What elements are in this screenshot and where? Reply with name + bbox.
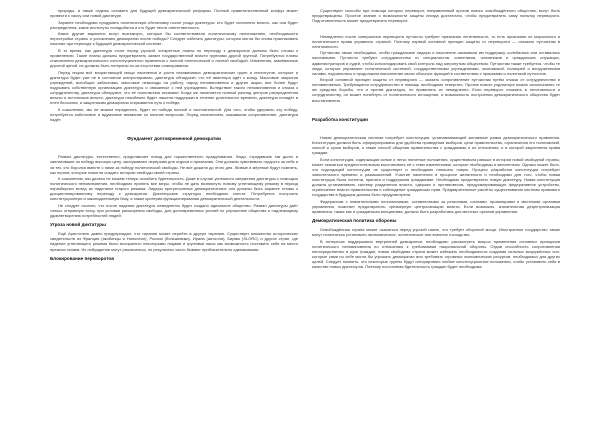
paragraph: Федерализм с значительными полномочиями, оставленными за регионами, штатами, провинциями и местными органами управления, помогает предотвратить чрезмерную централизацию власти. Если возможно, значительная децентрализация правления, также как и гражданская инициатива, должна быть разработана для местных органов управления.: [312, 198, 560, 215]
paragraph: Немедленно после совершения переворота путчисты требуют признания легитимности, то есть признания их морального и политического права управлять страной. Поэтому первый основной принцип защиты от переворота — отказать путчистам в легитимности.: [312, 33, 560, 49]
paragraph: Путчистам также необходимо, чтобы гражданские лидеры и население оказывали им поддержку, колебались или оставались пассивными. Путчисты требуют сотрудничества от специалистов, советников, чиновников и гражданских служащих, администраторов и судей, чтобы консолидировать свой контроль над затронутым обществом. Путчистам также требуется, чтобы те люди, которые управляют политической системой, государственными учреждениями, экономикой, полицией и вооружёнными силами, подчинились и продолжили выполнение своих обычных функций в соответствии с приказами и политикой путчистов.: [312, 50, 560, 76]
paragraph: К сожалению, мы не можем определить, будет ли победа полной и окончательной. Для того, чтобы удержать эту победу, потребуется заботливое и вдумчивое внимание ко многим вопросам. Перед населением, оказавшим сопротивление, диктатура падёт.: [50, 106, 298, 122]
paragraph: природы, а также отделы оставить для будущей демократической реформы. Полный правительственный конфуз может привести к хаосу или новой диктатуре.: [50, 8, 298, 19]
constitution-section: [312, 135, 560, 214]
spacer: [50, 123, 298, 132]
left-column: [50, 8, 298, 418]
paragraph: Не следует считать, что после падения диктатуры немедленно будет создано идеальное общество. Развал диктатуры даёт только отправную точку, при условии расширения свободы, для долговременных усилий по улучшению общества и надлежащему удовлетворению потребностей людей.: [50, 202, 298, 219]
paragraph: К сожалению, мы далеко не можем теперь ослабить бдительность. Даже в случае успешного свержения диктатуры с помощью политического неповиновения, необходимо принять все меры, чтобы не дать возникнуть новому угнетающему режиму в период неразберихи вслед за падением старого режима. Лидеры прогрессивных демократических сил должны быть заранее готовы к дисциплинированному переходу к демократии. Диктаторские структуры необходимо снести. Потребуется построить конституционную и законодательную базу, а также критерии функционирования демократической деятельности.: [50, 176, 298, 202]
right-column: [312, 8, 560, 418]
section-heading-coup: Блокирование переворотов: [50, 255, 115, 261]
paragraph: Какие другие варианты могут возникнуть, которые бы соответствовали политическому непонижению, необходимости перестройки страны и успокоению демократии после победы? Следует избегать диктатуры, которая могла бы снова практиковать насилие при переходе к будущей демократической системе.: [50, 31, 298, 47]
section-heading-constitution: Разработка конституции: [312, 117, 369, 123]
spacer: [50, 145, 298, 154]
threat-section: [50, 231, 298, 251]
section-heading-threat: Угроза новой диктатуры: [50, 222, 106, 228]
paragraph: Заранее необходимо продумать политическую обстановку после ухода диктатуры: кто будет исполнять власть, как она будет распределена, какие институты понадобятся и кто будет нести ответственность.: [50, 19, 298, 30]
spacer: [312, 126, 560, 135]
paragraph: Новая демократическая система потребует конституции, устанавливающей желаемые рамки демократического правления. Конституция должна быть сформулирована для удобства проведения выборов, цели правительства, ограничения его полномочий, способ и сроки выборов, а также способ общения правительства с гражданами и их отношения, и в которой закреплены права граждан.: [312, 135, 560, 156]
paragraph: Ещё Аристотель давно предупреждал, что тирания может перейти в другую тиранию. Существует множество исторических свидетельств из Франции (якобинцы и Наполеон), России (большевики), Ирана (аятолла), Бирмы (SLORC) и других стран, где падение угнетающего режима было воспринято некоторыми лицами и группами лишь как возможность поставить себя на место прежних хозяев. Их побуждения могут различаться, но результаты часто бывают приблизительно одинаковыми.: [50, 231, 298, 252]
section-heading-consolidation: Фундамент долговременной демократии: [127, 136, 221, 142]
section-heading-defense: Демократическая политика обороны: [312, 218, 397, 224]
spacer: [312, 104, 560, 113]
paragraph: Развал диктатуры, естественно, представляет повод для торжественного празднования. Люди, страдавшие так долго и заплатившие за победу высокую цену, заслуживают перерыва для отдыха и признания. Они должны чувствовать гордость за себя и за тех, кто боролся вместе с ними за победу политической свободы. Не все дожили до этого дня. Живые и мёртвые будут помнить, как героев, которые помогли создать историю свободы своей страны.: [50, 154, 298, 175]
paragraph: В интересах поддержания внутренней демократии, необходимо рассмотреть вопрос применения основных принципов политического неповиновения по отношению к требованиям национальной обороны. Отдав способность сопротивления непосредственно в руки граждан, новая свободная страна может избежать необходимости создания сильных вооружённых сил, которые сами по себе могли бы угрожать демократии или требовать огромных экономических ресурсов, необходимых для других целей. Следует помнить, что некоторые группы будут игнорировать любые конституционные положения, чтобы установить себя в качестве новых диктаторов. Поэтому постоянная бдительность граждан будет необходима.: [312, 238, 560, 270]
paragraph: Освобождённая страна может оказаться перед угрозой извне, что требует обороной мощи. Иностранное государство также могут попытаться установить экономическое, политическое или военное господство.: [312, 227, 560, 238]
right-intro-section: [312, 8, 560, 103]
paragraph: Если конституция, содержащая ясные и легко понятные положения, существовала раньше в истории новой свободной страны, может оказаться предпочтительным восстановить её с теми изменениями, которые необходимы и желательны. Однако может быть, что подходящей конституции не существует и необходимо написать новую. Процесс разработки конституции потребует значительного времени и размышлений. Участие населения в процессе желательно и необходимо для того, чтобы новая конституция была понятна, принята и поддержана гражданами. Необходимо предотвратить новую диктатуру. Новая конституция должна устанавливать систему разделения власти, сдержек и противовесов, предусматривающую федеративное устройство, ограничение власти правительства и соблюдение гражданских прав. Предварительные расчёты существования системы правового государства в будущем должна быть предусмотрена.: [312, 156, 560, 198]
consolidation-section: [50, 154, 298, 218]
paragraph: Перед лицом всё возрастающей мощи населения и роста независимых демократических групп и институтов, которые и диктатура будет уже не в состоянии контролировать, диктатура обнаружит, что её авантюра идёт к концу. Массовые закрытия учреждений, всеобщие забастовки, массовые невыходы на работу, народ неповиновения и другие акции, все более будут подрывать собственную организацию диктатуры и связанные с ней учреждения. Вследствие такого неповиновения и отказа к сотрудничеству, диктатура обнаружит, что её полномочия иссякают. Когда же начинается полный распад центров распределения власти и источников власти, диктатура неизбежно будет лишена поддержки в течение длительного времени, диктатура попадёт в плен бессилия, и защитникам демократии открывается путь к победе.: [50, 69, 298, 106]
paragraph: В то время, как диктатура стоит перед угрозой, конкретные планы по переходу к демократии должны быть готовы к применению. Такие планы должны предотвратить захват государственной власти группами другой группой. Потребуются планы становления демократического конституционного правления с полной политической и личной свободой. Изменения, завоёванные дорогой ценой, не должны быть потеряны из-за отсутствия планирования.: [50, 47, 298, 69]
paragraph: Второй основной принцип защиты от переворота — оказать сопротивление путчистам путём отказа от сотрудничества и неповиновения. Требующиеся сотрудничество и помощь необходимо отвергать. Против нового узурпатора можно использовать те же средства борьбы, что и против диктатуры, но применять их немедленно. Если переворот отказать в легитимности и сотрудничеству, он может погибнуть от политического истощения, и возможность построения демократического общества будет восстановлена.: [312, 77, 560, 103]
left-intro-section: [50, 8, 298, 122]
paragraph: Существуют способы при помощи которых переворот, направленный против нового освобождённого общества, могут быть предотвращены. Простое знание о возможности защиты иногда достаточно, чтобы предотвратить саму попытку переворота. Подготовленность может предотвратить переворот.: [312, 8, 560, 24]
defense-section: [312, 227, 560, 269]
spacer: [312, 25, 560, 34]
